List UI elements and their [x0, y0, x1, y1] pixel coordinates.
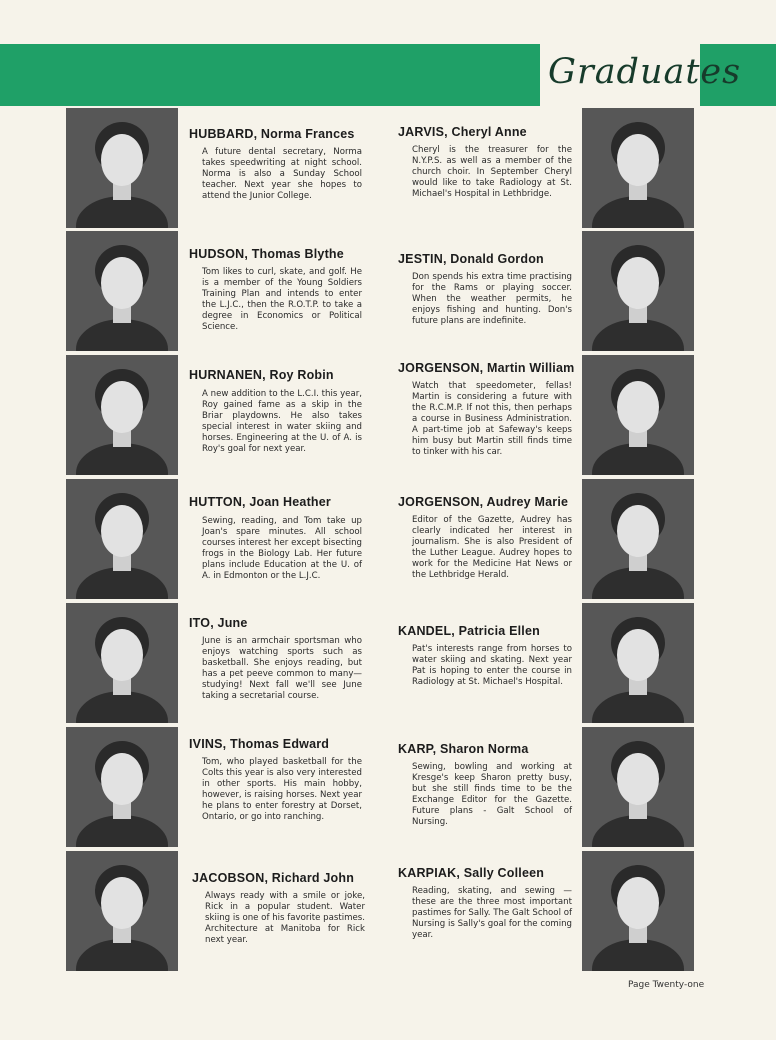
graduate-bio: A new addition to the L.C.I. this year, Roy gained fame as a skip in the Briar playdowns. He also takes special interest in water skiing and horses. Engineering at the U. of A. is Roy's goal for next year.	[202, 389, 362, 454]
portrait-silhouette	[582, 851, 694, 971]
page-number: Page Twenty-one	[628, 980, 705, 990]
page-title: Graduates	[548, 52, 742, 92]
portrait-photo	[66, 851, 178, 971]
graduate-name: JORGENSON, Martin William	[398, 361, 575, 375]
portrait-silhouette	[66, 603, 178, 723]
graduate-name: HUBBARD, Norma Frances	[189, 127, 355, 141]
graduate-name: JORGENSON, Audrey Marie	[398, 495, 569, 509]
portrait-silhouette	[582, 231, 694, 351]
graduate-name: HUTTON, Joan Heather	[189, 495, 331, 509]
graduate-bio: Tom likes to curl, skate, and golf. He is a member of the Young Soldiers Training Plan and intends to enter the L.J.C., then the R.O.T.P. to take a degree in Economics or Political Science.	[202, 267, 362, 332]
graduate-bio: Cheryl is the treasurer for the N.Y.P.S. as well as a member of the church choir. In September Cheryl would like to take Radiology at St. Michael's Hospital in Lethbridge.	[412, 145, 572, 199]
portrait-photo	[66, 231, 178, 351]
portrait-silhouette	[66, 108, 178, 228]
portrait-photo	[582, 727, 694, 847]
graduate-name: IVINS, Thomas Edward	[189, 737, 330, 751]
portrait-photo	[66, 108, 178, 228]
graduate-name: HURNANEN, Roy Robin	[189, 368, 334, 382]
graduate-bio: Pat's interests range from horses to water skiing and skating. Next year Pat is hoping to enter the course in Radiology at St. Michael's Hospital.	[412, 644, 572, 687]
portrait-photo	[582, 851, 694, 971]
portrait-silhouette	[66, 479, 178, 599]
portrait-silhouette	[582, 355, 694, 475]
portrait-photo	[582, 603, 694, 723]
portrait-photo	[582, 355, 694, 475]
graduate-bio: Reading, skating, and sewing — these are the three most important pastimes for Sally. The Galt School of Nursing is Sally's goal for the coming year.	[412, 886, 572, 940]
graduate-bio: A future dental secretary, Norma takes speedwriting at night school. Norma is also a Sunday School teacher. Next year she hopes to attend the Junior College.	[202, 147, 362, 201]
portrait-silhouette	[582, 479, 694, 599]
portrait-photo	[582, 231, 694, 351]
graduate-bio: Tom, who played basketball for the Colts this year is also very interested in other sports. His main hobby, however, is raising horses. Next year he plans to enter forestry at Dorset, Ontario, or go into ranching.	[202, 757, 362, 822]
portrait-photo	[66, 479, 178, 599]
portrait-photo	[582, 479, 694, 599]
graduate-name: HUDSON, Thomas Blythe	[189, 247, 344, 261]
portrait-silhouette	[66, 851, 178, 971]
graduate-name: KANDEL, Patricia Ellen	[398, 624, 540, 638]
portrait-silhouette	[66, 355, 178, 475]
portrait-silhouette	[66, 727, 178, 847]
graduate-bio: Watch that speedometer, fellas! Martin is considering a future with the R.C.M.P. If not this, then perhaps a course in Business Administration. A part-time job at Safeway's keeps him busy but Martin still finds time to tinker with his car.	[412, 381, 572, 457]
graduate-bio: Editor of the Gazette, Audrey has clearly indicated her interest in journalism. She is also President of the Luther League. Audrey hopes to work for the Medicine Hat News or the Lethbridge Herald.	[412, 515, 572, 580]
graduate-name: KARPIAK, Sally Colleen	[398, 866, 545, 880]
portrait-silhouette	[582, 603, 694, 723]
graduate-bio: June is an armchair sportsman who enjoys watching sports such as basketball. She enjoys reading, but has a pet peeve common to many—studying! Next fall we'll see June taking a secretarial course.	[202, 636, 362, 701]
portrait-photo	[582, 108, 694, 228]
graduate-name: JESTIN, Donald Gordon	[398, 252, 544, 266]
graduate-name: ITO, June	[189, 616, 248, 630]
portrait-photo	[66, 727, 178, 847]
graduate-bio: Don spends his extra time practising for the Rams or playing soccer. When the weather permits, he enjoys fishing and hunting. Don's future plans are indefinite.	[412, 272, 572, 326]
portrait-photo	[66, 355, 178, 475]
portrait-silhouette	[582, 727, 694, 847]
graduate-bio: Sewing, bowling and working at Kresge's keep Sharon pretty busy, but she still finds time to be the Exchange Editor for the Gazette. Future plans - Galt School of Nursing.	[412, 762, 572, 827]
graduate-name: JARVIS, Cheryl Anne	[398, 125, 527, 139]
portrait-photo	[66, 603, 178, 723]
graduate-name: KARP, Sharon Norma	[398, 742, 529, 756]
graduate-bio: Sewing, reading, and Tom take up Joan's spare minutes. All school courses interest her except bisecting frogs in the Biology Lab. Her future plans include Education at the U. of A. in Edmonton or the L.J.C.	[202, 516, 362, 581]
portrait-silhouette	[66, 231, 178, 351]
graduate-name: JACOBSON, Richard John	[192, 871, 355, 885]
graduate-bio: Always ready with a smile or joke, Rick in a popular student. Water skiing is one of his favorite pastimes. Architecture at Manitoba for Rick next year.	[205, 891, 366, 945]
portrait-silhouette	[582, 108, 694, 228]
